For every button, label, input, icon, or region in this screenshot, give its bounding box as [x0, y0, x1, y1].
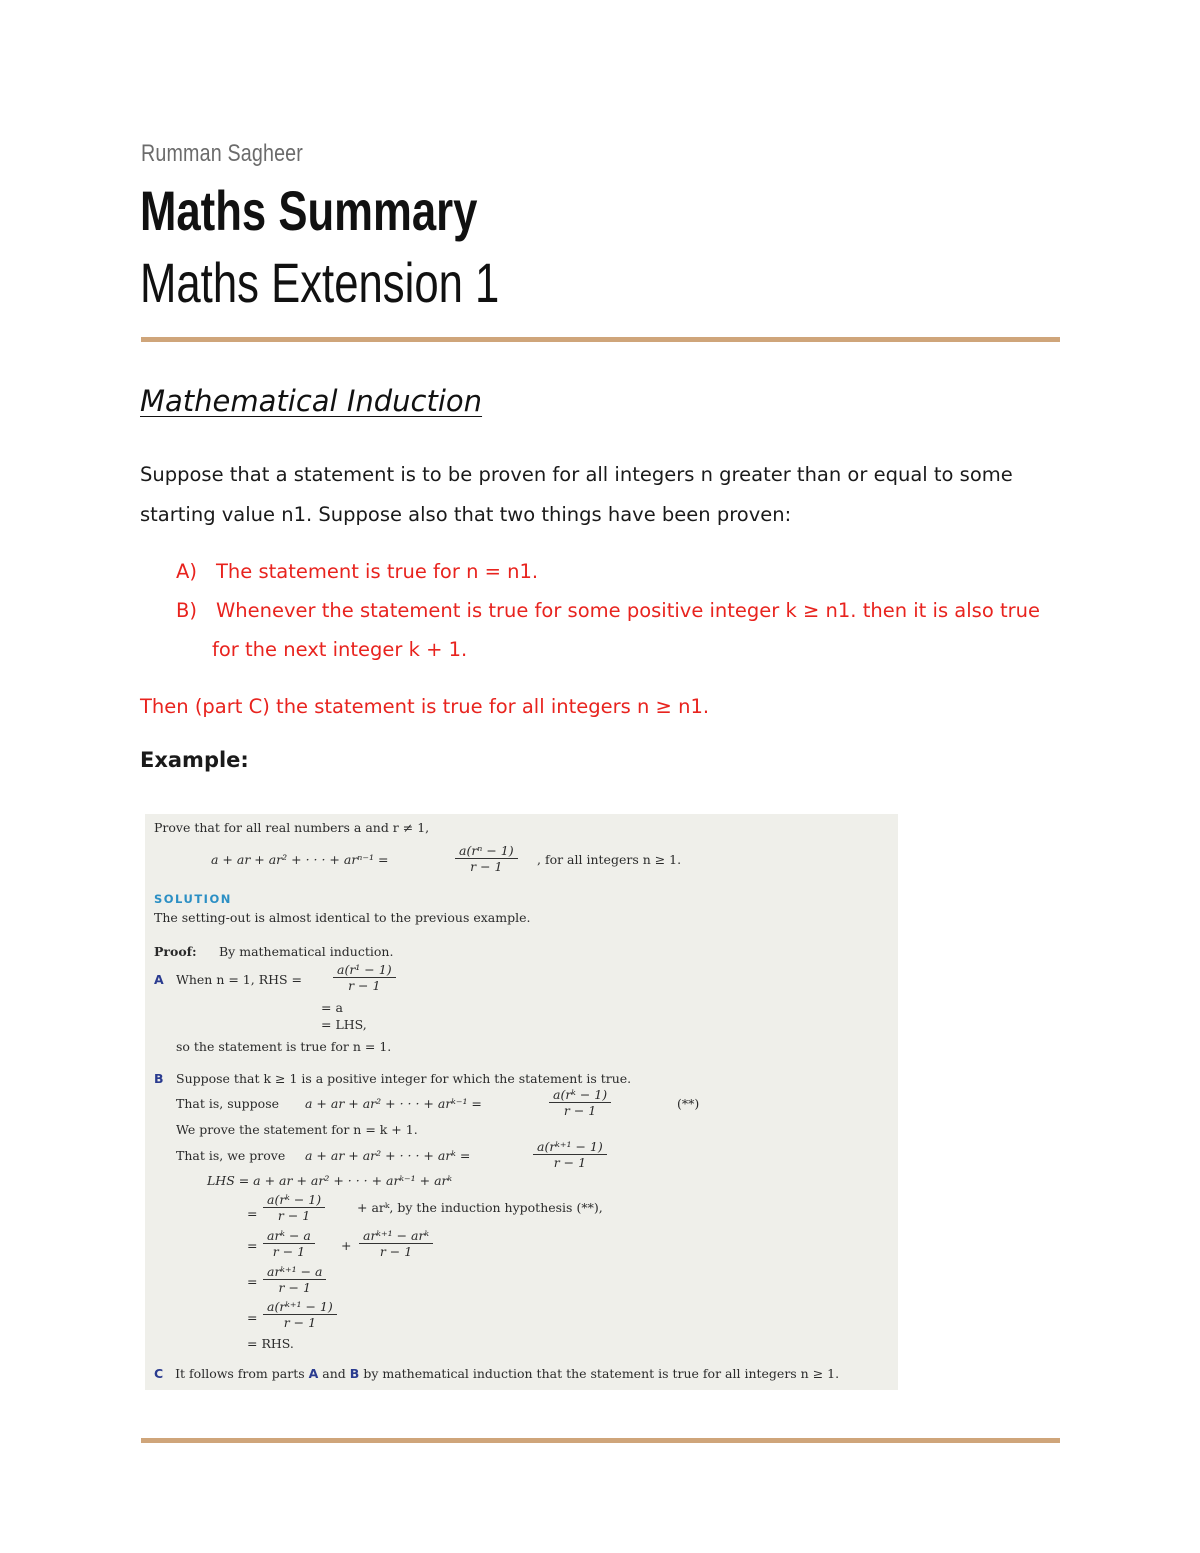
fraction-denominator: r − 1 [263, 1207, 325, 1223]
part-c-line [154, 1366, 839, 1381]
fraction-denominator: r − 1 [263, 1243, 315, 1259]
equals-sign: = [247, 1238, 258, 1253]
part-b-line2-tag: (**) [677, 1096, 700, 1111]
fraction-numerator: a(rᵏ − 1) [553, 1087, 608, 1102]
part-b-line4-pre: That is, we prove [176, 1148, 286, 1163]
formula-lhs: a + ar + ar² + · · · + arⁿ⁻¹ = [211, 852, 389, 867]
fraction-denominator: r − 1 [333, 977, 396, 993]
author-name: Rumman Sagheer [141, 140, 304, 167]
part-a-line2: = a [321, 1000, 343, 1015]
solution-label: SOLUTION [154, 892, 232, 906]
step3-fraction [265, 1264, 324, 1295]
list-item-a [176, 552, 538, 591]
step1-fraction [265, 1192, 323, 1223]
conclusion-text: Then (part C) the statement is true for all integers n ≥ n1. [140, 695, 710, 718]
part-a-line1: When n = 1, RHS = [176, 972, 303, 987]
section-heading: Mathematical Induction [140, 384, 483, 418]
part-b-line3: We prove the statement for n = k + 1. [176, 1122, 418, 1137]
fraction-denominator: r − 1 [549, 1102, 611, 1118]
list-item-text: Whenever the statement is true for some positive integer k ≥ n1. then it is also true [216, 599, 1040, 622]
formula-tail: , for all integers n ≥ 1. [537, 852, 682, 867]
fraction-denominator: r − 1 [455, 858, 518, 874]
part-c-text-post: by mathematical induction that the statement is true for all integers n ≥ 1. [363, 1366, 840, 1381]
part-c-ref-a: A [308, 1366, 319, 1381]
fraction-denominator: r − 1 [359, 1243, 433, 1259]
fraction-denominator: r − 1 [263, 1314, 337, 1330]
fraction-numerator: arᵏ⁺¹ − arᵏ [363, 1228, 430, 1243]
fraction-numerator: arᵏ⁺¹ − a [267, 1264, 323, 1279]
step2-fraction-1 [265, 1228, 313, 1259]
bottom-divider [141, 1438, 1060, 1443]
part-a-line3: = LHS, [321, 1017, 367, 1032]
part-b-line2-fraction [551, 1087, 609, 1118]
plus-sign: + [341, 1238, 352, 1253]
fraction-numerator: a(rᵏ − 1) [267, 1192, 322, 1207]
document-subtitle: Maths Extension 1 [140, 251, 500, 314]
part-b-line2-lhs: a + ar + ar² + · · · + arᵏ⁻¹ = [305, 1096, 482, 1111]
part-c-label: C [154, 1366, 164, 1381]
list-item-text-continued: for the next integer k + 1. [212, 638, 468, 661]
equals-sign: = [247, 1274, 258, 1289]
fraction-numerator: a(rⁿ − 1) [459, 843, 514, 858]
equals-sign: = [247, 1206, 258, 1221]
list-item-text: The statement is true for n = n1. [216, 560, 539, 583]
formula-fraction [457, 843, 516, 874]
fraction-numerator: a(r¹ − 1) [337, 962, 392, 977]
part-a-line4: so the statement is true for n = 1. [176, 1039, 392, 1054]
part-b-line2-pre: That is, suppose [176, 1096, 280, 1111]
prompt-text: Prove that for all real numbers a and r ≠ 1, [154, 820, 430, 835]
proof-text: By mathematical induction. [219, 944, 394, 959]
document-title: Maths Summary [140, 179, 478, 242]
proof-label: Proof: [154, 944, 197, 959]
step1-tail: + arᵏ, by the induction hypothesis (**), [357, 1200, 603, 1215]
top-divider [141, 337, 1060, 342]
part-b-lhs-line: LHS = a + ar + ar² + · · · + arᵏ⁻¹ + arᵏ [207, 1173, 453, 1188]
step5-text: = RHS. [247, 1336, 294, 1351]
list-item-b [176, 591, 1056, 669]
example-image [145, 814, 898, 1390]
step4-fraction [265, 1299, 335, 1330]
part-b-line4-lhs: a + ar + ar² + · · · + arᵏ = [305, 1148, 471, 1163]
list-marker: A) [176, 560, 197, 583]
part-c-ref-b: B [349, 1366, 360, 1381]
fraction-numerator: a(rᵏ⁺¹ − 1) [537, 1139, 603, 1154]
part-b-label: B [154, 1071, 164, 1086]
part-c-text-pre: It follows from parts [175, 1366, 305, 1381]
example-label: Example: [140, 748, 249, 772]
part-b-line4-fraction [535, 1139, 605, 1170]
intro-paragraph: Suppose that a statement is to be proven for all integers n greater than or equal to some starting value n1. Suppose also that two things have been proven: [140, 463, 1013, 526]
list-marker: B) [176, 599, 197, 622]
fraction-numerator: a(rᵏ⁺¹ − 1) [267, 1299, 333, 1314]
step2-fraction-2 [361, 1228, 431, 1259]
fraction-denominator: r − 1 [263, 1279, 326, 1295]
fraction-numerator: arᵏ − a [267, 1228, 311, 1243]
part-a-fraction [335, 962, 394, 993]
part-b-line1: Suppose that k ≥ 1 is a positive integer for which the statement is true. [176, 1071, 632, 1086]
solution-text: The setting-out is almost identical to the previous example. [154, 910, 531, 925]
equals-sign: = [247, 1310, 258, 1325]
fraction-denominator: r − 1 [533, 1154, 607, 1170]
part-c-and: and [322, 1366, 346, 1381]
part-a-label: A [154, 972, 164, 987]
